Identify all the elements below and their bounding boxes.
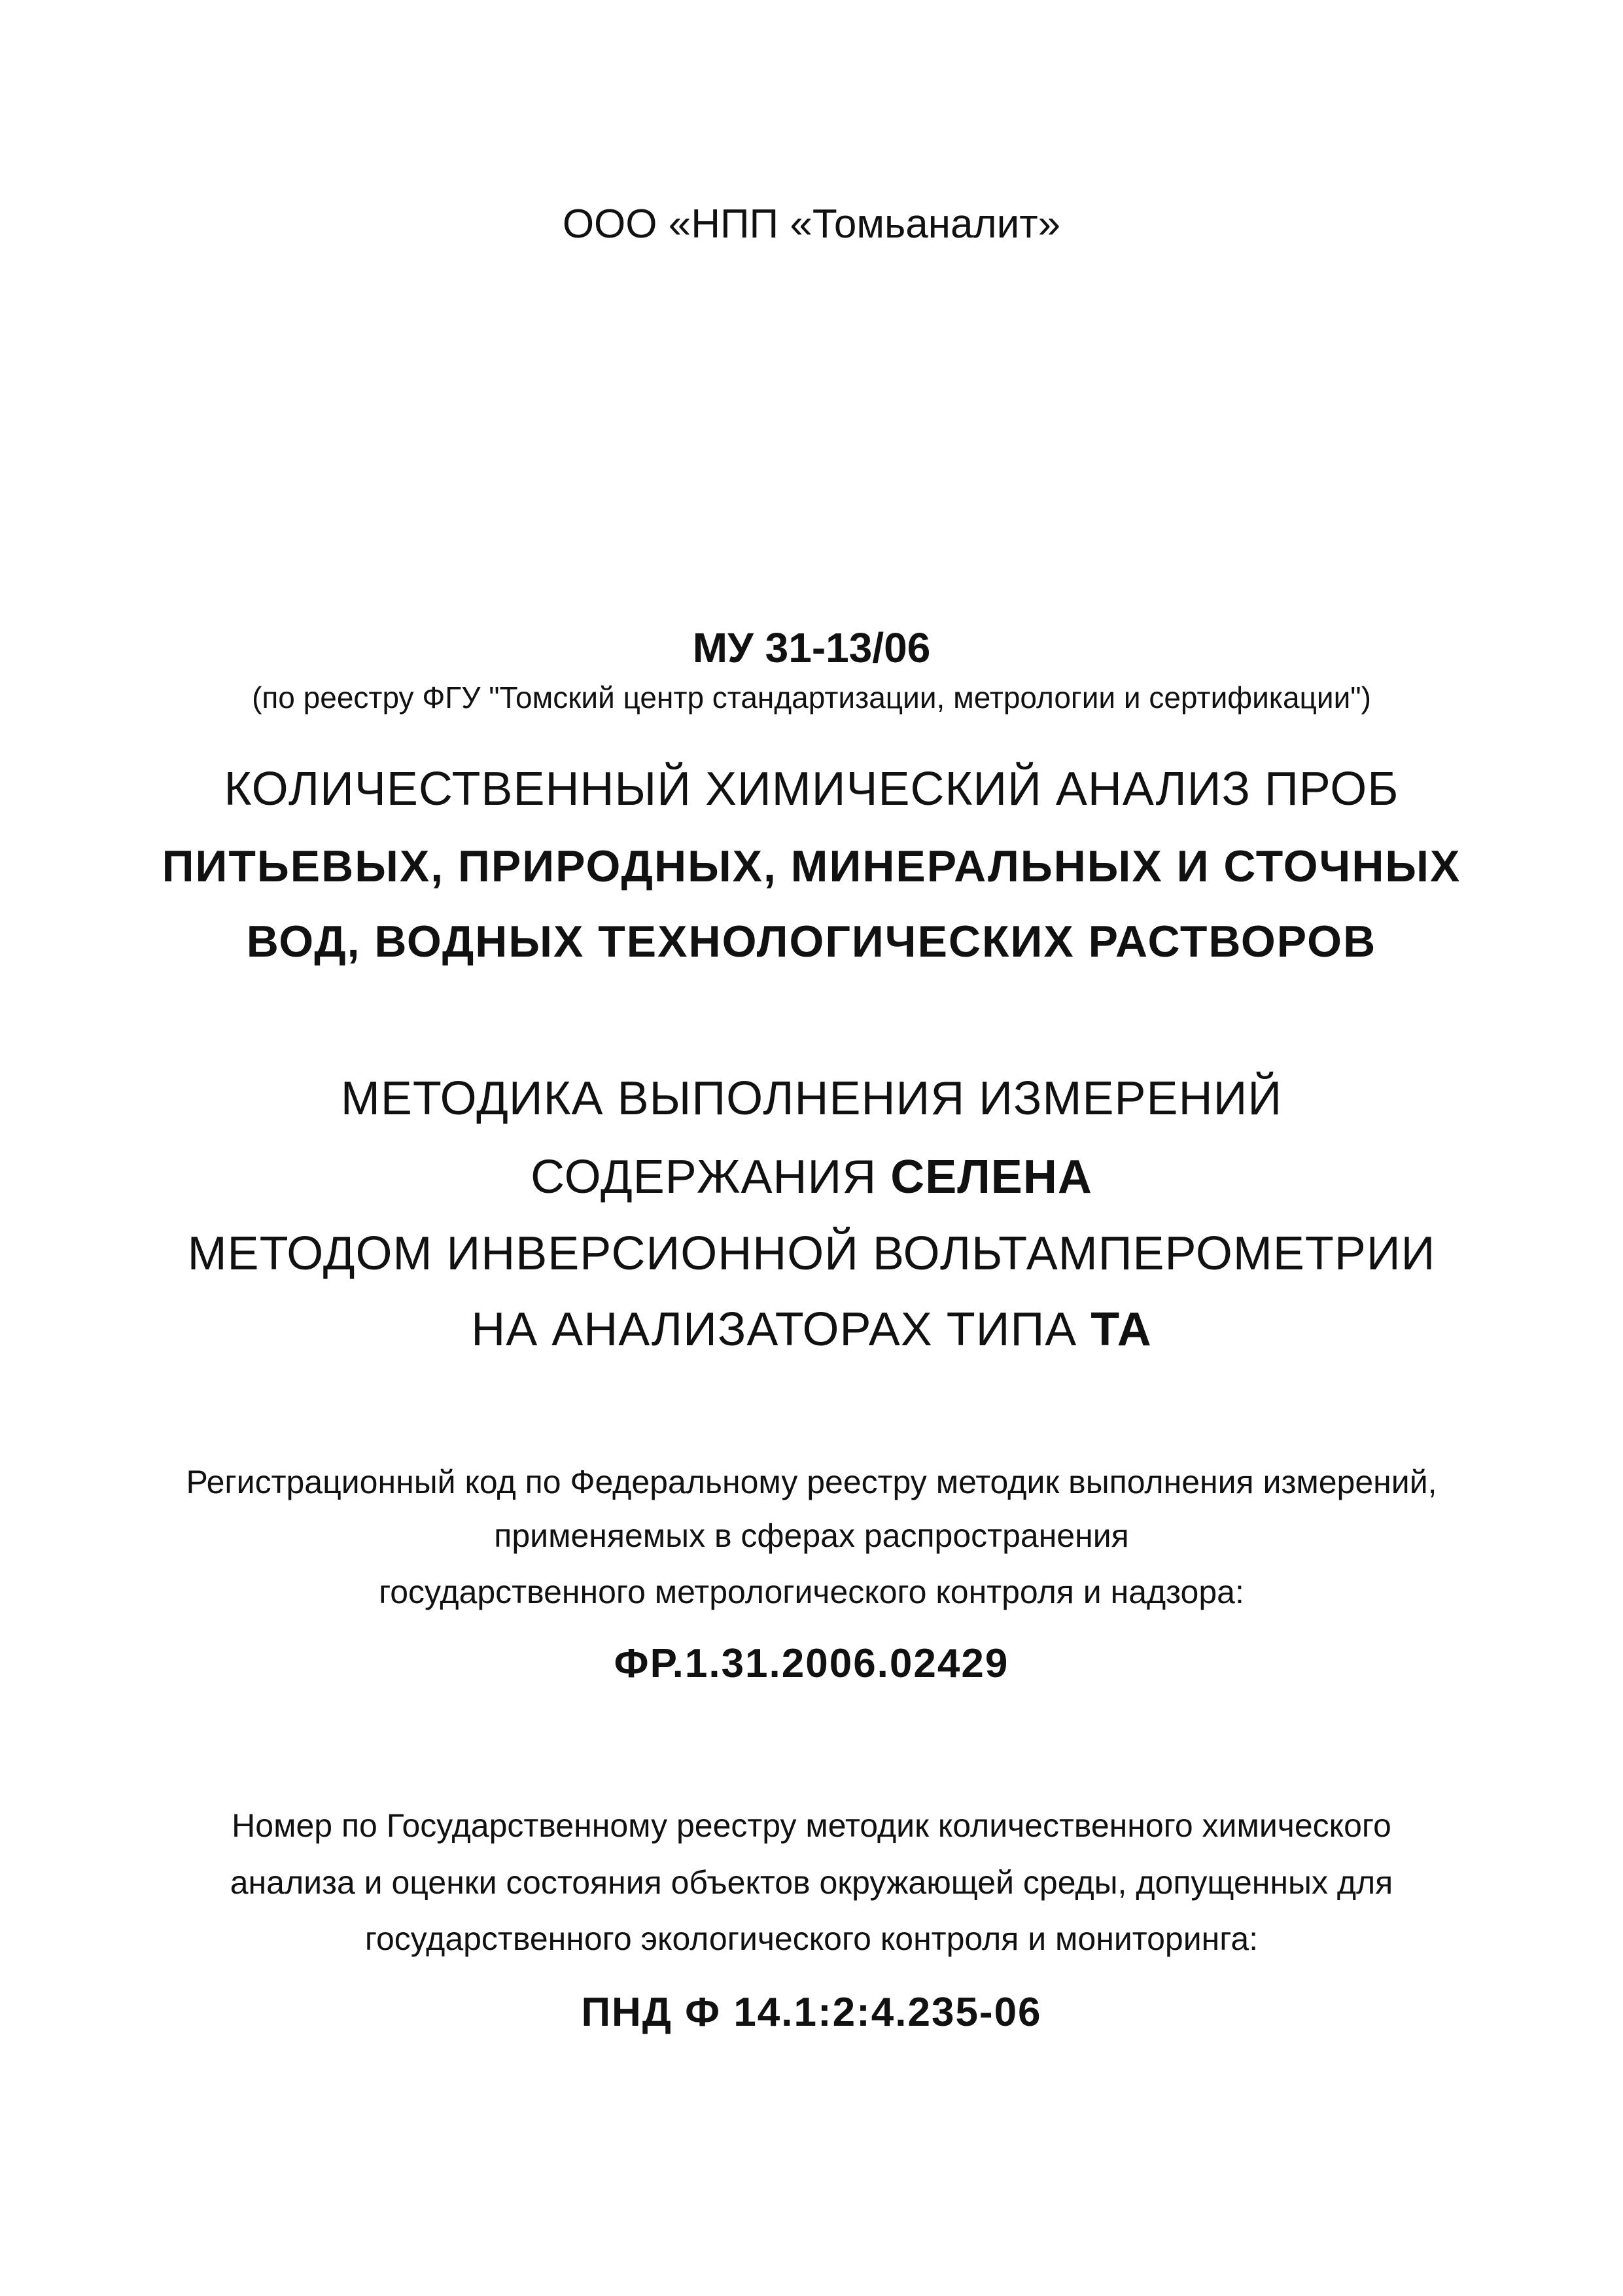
state-registry-line-2: анализа и оценки состояния объектов окружающей среды, допущенных для <box>230 1864 1393 1901</box>
state-registry-line-1: Номер по Государственному реестру методик количественного химического <box>232 1807 1391 1844</box>
method-line-3: МЕТОДОМ ИНВЕРСИОННОЙ ВОЛЬТАМПЕРОМЕТРИИ <box>187 1227 1436 1280</box>
title-line-3: ВОД, ВОДНЫХ ТЕХНОЛОГИЧЕСКИХ РАСТВОРОВ <box>246 917 1377 966</box>
organization-name: ООО «НПП «Томьаналит» <box>562 202 1061 247</box>
document-code: МУ 31-13/06 <box>692 624 931 671</box>
method-line-2 <box>0 1151 1623 1203</box>
method-line-1: МЕТОДИКА ВЫПОЛНЕНИЯ ИЗМЕРЕНИЙ <box>340 1072 1283 1125</box>
method-line-2-prefix: СОДЕРЖАНИЯ <box>531 1151 891 1203</box>
analyte-name: СЕЛЕНА <box>890 1151 1092 1203</box>
state-registry-code: ПНД Ф 14.1:2:4.235-06 <box>581 1990 1042 2035</box>
title-line-1: КОЛИЧЕСТВЕННЫЙ ХИМИЧЕСКИЙ АНАЛИЗ ПРОБ <box>224 763 1399 815</box>
method-line-4-prefix: НА АНАЛИЗАТОРАХ ТИПА <box>471 1303 1091 1356</box>
federal-registry-code: ФР.1.31.2006.02429 <box>614 1641 1009 1686</box>
federal-registry-line-1: Регистрационный код по Федеральному реестру методик выполнения измерений, <box>186 1464 1437 1500</box>
title-line-2: ПИТЬЕВЫХ, ПРИРОДНЫХ, МИНЕРАЛЬНЫХ И СТОЧНЫХ <box>162 841 1461 891</box>
analyzer-type: ТА <box>1091 1303 1152 1356</box>
state-registry-line-3: государственного экологического контроля и мониторинга: <box>364 1920 1259 1957</box>
registry-note: (по реестру ФГУ "Томский центр стандартизации, метрологии и сертификации") <box>252 680 1371 715</box>
method-line-4 <box>0 1303 1623 1356</box>
federal-registry-line-2: применяемых в сферах распространения <box>494 1517 1129 1554</box>
federal-registry-line-3: государственного метрологического контроля и надзора: <box>379 1574 1244 1610</box>
